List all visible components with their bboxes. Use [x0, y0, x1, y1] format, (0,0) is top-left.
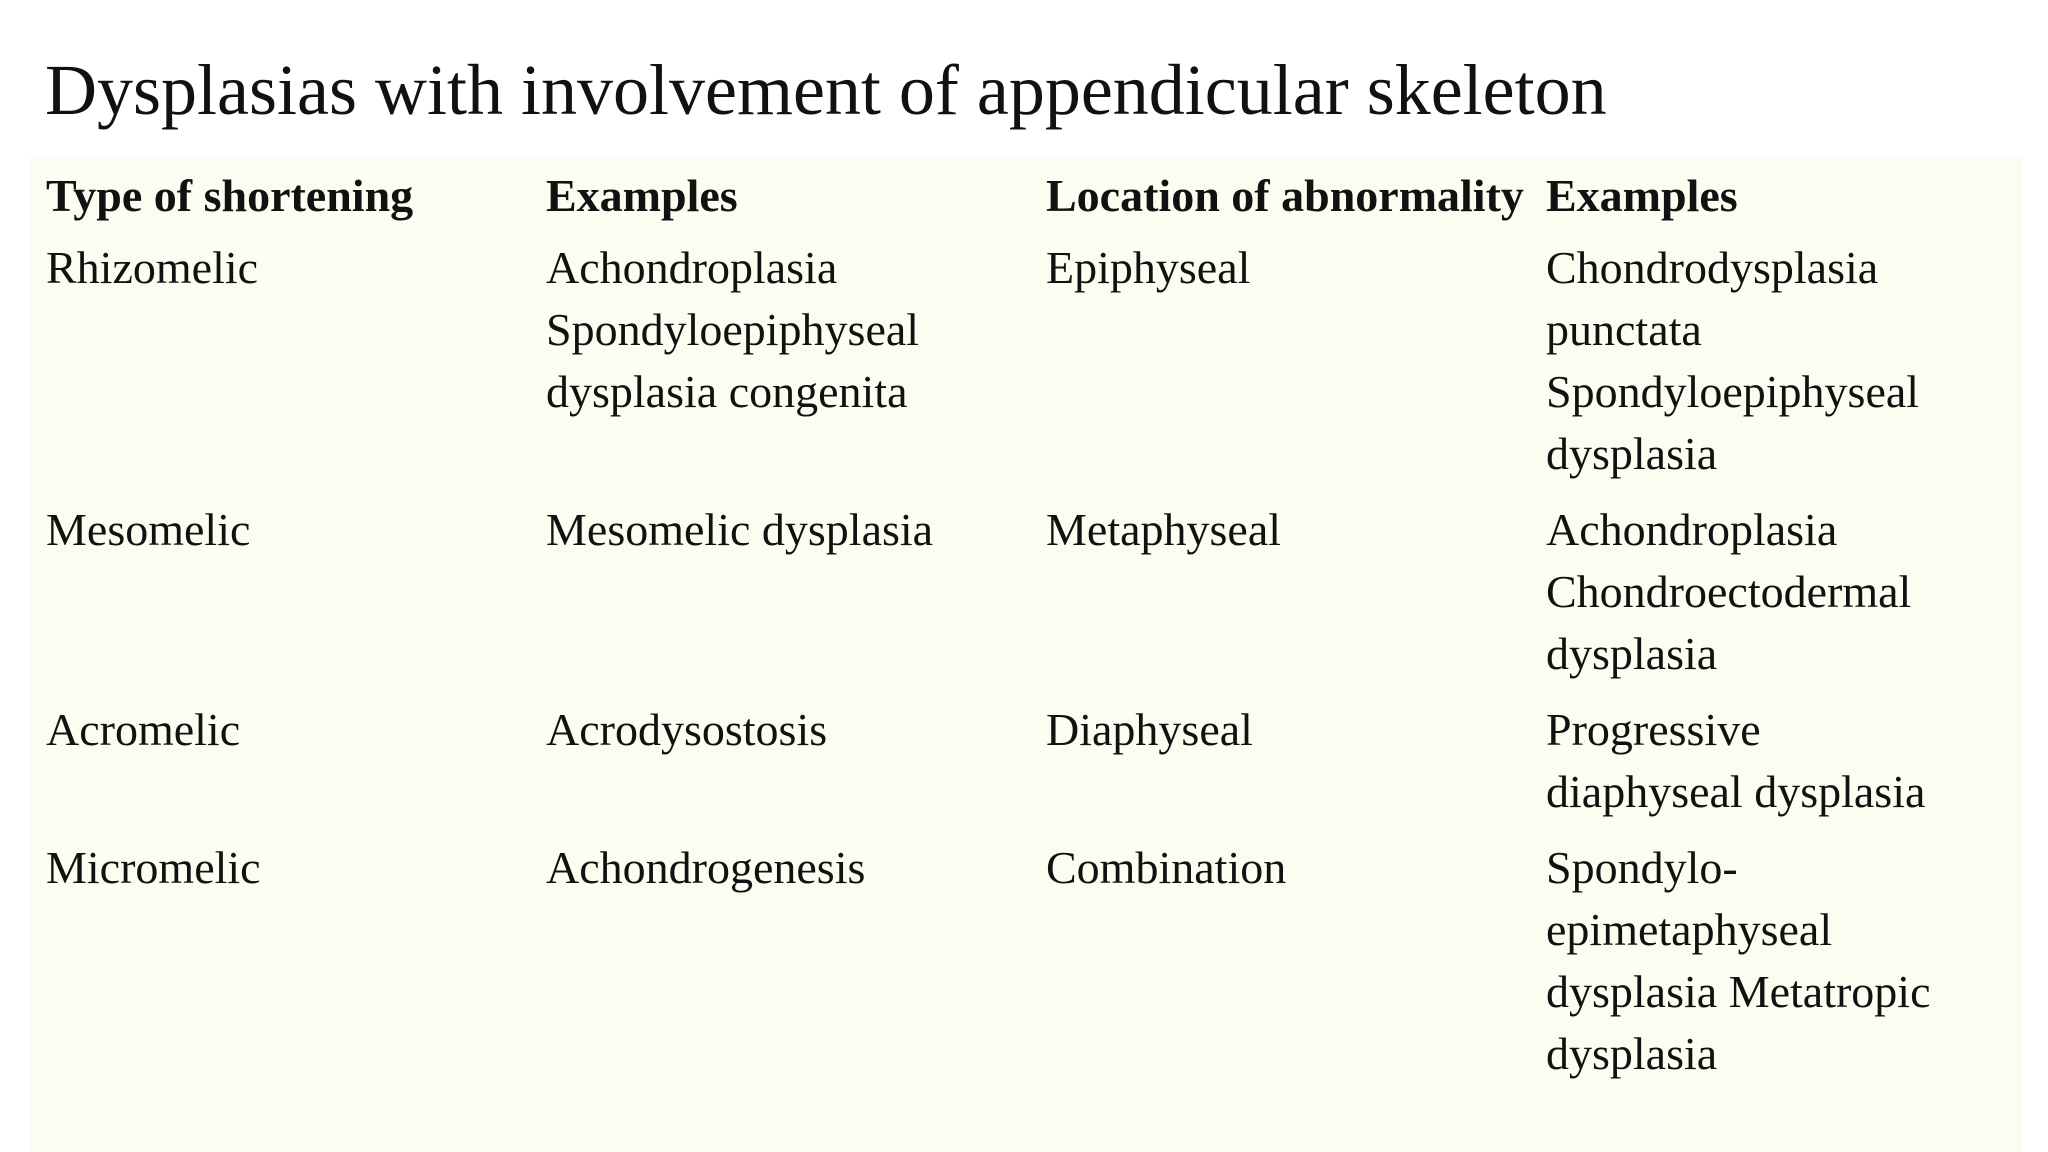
cell-type: Rhizomelic — [46, 242, 259, 293]
cell-examples-2 — [1546, 699, 2030, 837]
cell-line: Achondroplasia — [1546, 504, 1838, 555]
cell-location: Metaphyseal — [1046, 504, 1282, 555]
header-type-of-shortening: Type of shortening — [46, 170, 414, 221]
cell-type: Micromelic — [46, 842, 261, 893]
cell-line: diaphyseal dysplasia — [1546, 766, 1926, 817]
cell-examples-1 — [546, 699, 1046, 837]
cell-line: Achondroplasia — [546, 242, 838, 293]
cell-location: Diaphyseal — [1046, 704, 1253, 755]
cell-line: Chondrodysplasia — [1546, 242, 1879, 293]
table-panel — [30, 158, 2022, 1152]
cell-line: dysplasia — [1546, 428, 1718, 479]
header-examples-1: Examples — [546, 170, 738, 221]
cell-line: Mesomelic dysplasia — [546, 504, 934, 555]
cell-examples-1 — [546, 837, 1046, 1099]
cell-line: Acrodysostosis — [546, 704, 828, 755]
cell-examples-2 — [1546, 237, 2030, 499]
table-row — [46, 237, 2030, 499]
cell-location: Combination — [1046, 842, 1287, 893]
table-row — [46, 837, 2030, 1099]
cell-line: Chondroectodermal — [1546, 566, 1912, 617]
cell-line: punctata — [1546, 304, 1702, 355]
cell-type: Acromelic — [46, 704, 241, 755]
table-row — [46, 499, 2030, 699]
cell-line: epimetaphyseal — [1546, 904, 1833, 955]
header-examples-2: Examples — [1546, 170, 1738, 221]
table-row — [46, 699, 2030, 837]
cell-line: Progressive — [1546, 704, 1761, 755]
cell-examples-2 — [1546, 837, 2030, 1099]
cell-line: dysplasia congenita — [546, 366, 908, 417]
slide-title: Dysplasias with involvement of appendicular skeleton — [45, 50, 1607, 130]
cell-line: Achondrogenesis — [546, 842, 866, 893]
header-row — [46, 158, 2030, 237]
cell-line: dysplasia — [1546, 1028, 1718, 1079]
header-location-of-abnormality — [1046, 158, 1546, 237]
cell-type: Mesomelic — [46, 504, 251, 555]
cell-location: Epiphyseal — [1046, 242, 1251, 293]
cell-examples-2 — [1546, 499, 2030, 699]
cell-line: Spondyloepiphyseal — [1546, 366, 1920, 417]
header-location-line-2: abnormality — [1281, 170, 1524, 221]
cell-line: Spondylo- — [1546, 842, 1738, 893]
cell-line: Spondyloepiphyseal — [546, 304, 920, 355]
cell-line: dysplasia — [1546, 628, 1718, 679]
cell-line: dysplasia Metatropic — [1546, 966, 1931, 1017]
header-location-line-1: Location of — [1046, 170, 1270, 221]
cell-examples-1 — [546, 499, 1046, 699]
dysplasia-table — [46, 158, 2030, 1099]
cell-examples-1 — [546, 237, 1046, 499]
